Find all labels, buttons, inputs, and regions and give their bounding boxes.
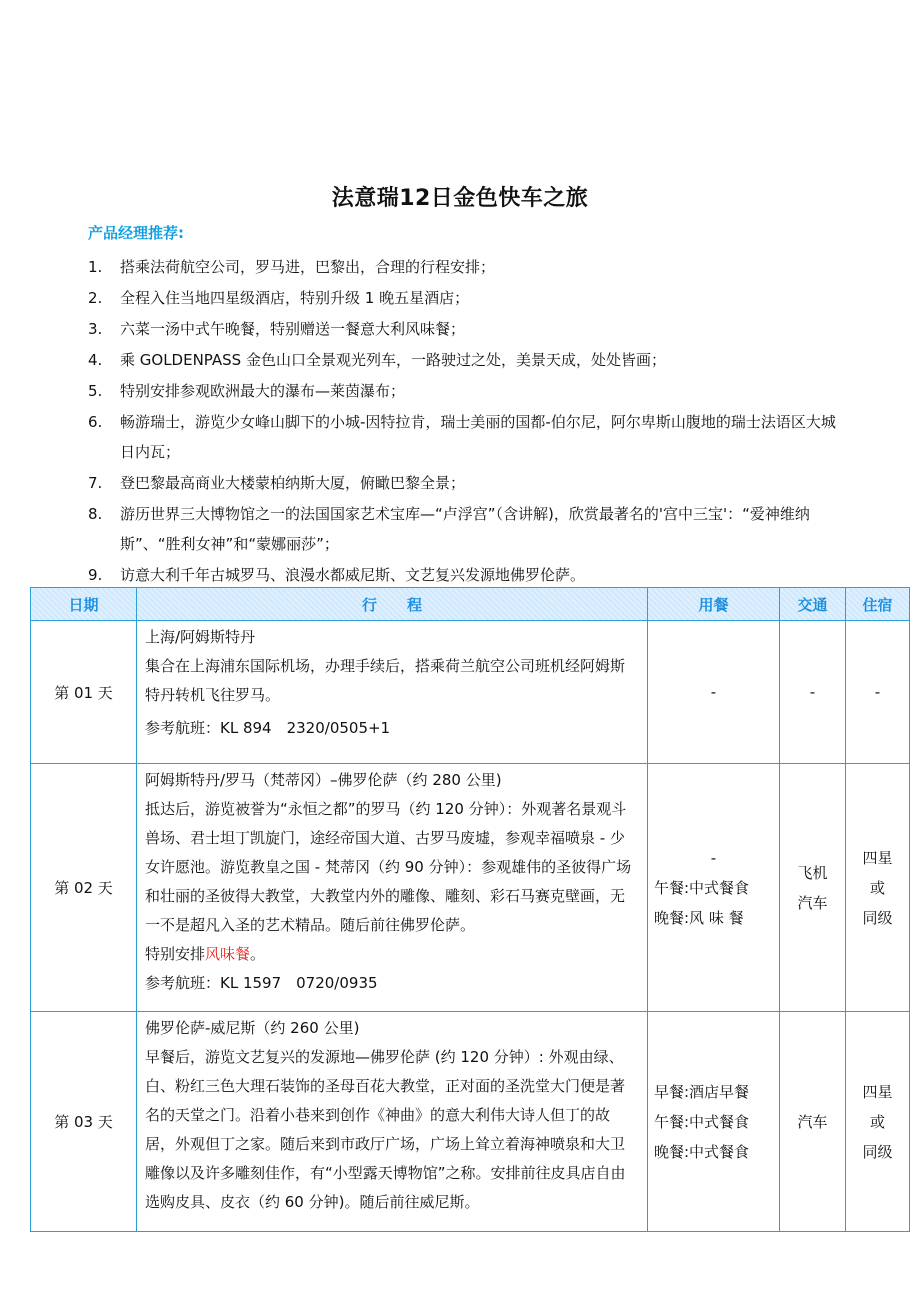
table-header-row bbox=[31, 588, 910, 621]
special-prefix: 特别安排 bbox=[145, 945, 206, 963]
day-cell: 第 02 天 bbox=[31, 764, 137, 1012]
hotel-line: 四星 bbox=[862, 1082, 893, 1101]
list-text: 乘 GOLDENPASS 金色山口全景观光列车，一路驶过之处，美景天成，处处皆画； bbox=[120, 351, 666, 369]
hotel-line: 或 bbox=[869, 1112, 885, 1131]
list-number: 8. bbox=[88, 505, 103, 523]
list-text: 搭乘法荷航空公司，罗马进，巴黎出，合理的行程安排； bbox=[120, 258, 496, 276]
list-item bbox=[88, 283, 848, 313]
list-number: 7. bbox=[88, 474, 103, 492]
meal-line: 晚餐:中式餐食 bbox=[654, 1142, 750, 1161]
list-number: 5. bbox=[88, 382, 103, 400]
list-text: 访意大利千年古城罗马、浪漫水都威尼斯、文艺复兴发源地佛罗伦萨。 bbox=[120, 566, 586, 584]
list-item bbox=[88, 560, 848, 590]
meal-line: 午餐:中式餐食 bbox=[654, 1112, 750, 1131]
list-text: 登巴黎最高商业大楼蒙柏纳斯大厦，俯瞰巴黎全景； bbox=[120, 474, 466, 492]
header-day: 日期 bbox=[31, 588, 137, 621]
header-route: 行 程 bbox=[137, 588, 648, 621]
list-number: 3. bbox=[88, 320, 103, 338]
header-transport: 交通 bbox=[780, 588, 846, 621]
list-item bbox=[88, 499, 848, 559]
day-cell: 第 03 天 bbox=[31, 1012, 137, 1232]
route-cell bbox=[137, 764, 648, 1012]
table-row bbox=[31, 621, 910, 764]
hotel-cell: - bbox=[846, 621, 910, 764]
list-item bbox=[88, 314, 848, 344]
transport-line: 汽车 bbox=[797, 893, 828, 912]
hotel-line: 或 bbox=[869, 878, 885, 897]
page-title: 法意瑞12日金色快车之旅 bbox=[331, 186, 589, 211]
route-cell bbox=[137, 1012, 648, 1232]
list-number: 4. bbox=[88, 351, 103, 369]
route-title: 上海/阿姆斯特丹 bbox=[145, 628, 256, 646]
flight-info: 参考航班：KL 1597 0720/0935 bbox=[145, 974, 378, 992]
transport-cell bbox=[780, 764, 846, 1012]
list-text: 六菜一汤中式午晚餐，特别赠送一餐意大利风味餐； bbox=[120, 320, 466, 338]
list-number: 9. bbox=[88, 566, 103, 584]
meal-line: - bbox=[710, 848, 717, 867]
hotel-cell bbox=[846, 1012, 910, 1232]
meal-cell bbox=[648, 1012, 780, 1232]
list-text: 游历世界三大博物馆之一的法国国家艺术宝库—“卢浮宫”（含讲解)，欣赏最著名的'宫中三宝'：“爱神维纳斯”、“胜利女神”和“蒙娜丽莎”； bbox=[120, 505, 810, 553]
meal-line: 早餐:酒店早餐 bbox=[654, 1082, 750, 1101]
list-number: 1. bbox=[88, 258, 103, 276]
meal-cell: - bbox=[648, 621, 780, 764]
list-item bbox=[88, 468, 848, 498]
table-row bbox=[31, 764, 910, 1012]
recommend-list bbox=[88, 252, 848, 591]
transport-line: 飞机 bbox=[797, 863, 828, 882]
list-text: 特别安排参观欧洲最大的瀑布—莱茵瀑布； bbox=[120, 382, 406, 400]
route-description: 早餐后，游览文艺复兴的发源地—佛罗伦萨 (约 120 分钟）: 外观由绿、白、粉红三色大理石装饰的圣母百花大教堂，正对面的圣洗堂大门便是著名的天堂之门。沿着小巷来到创作《神曲》的意大利伟大诗人但丁的故居，外观但丁之家。随后来到市政厅广场，广场上耸立着海神喷泉和大卫雕像以及许多雕刻佳作，有“小型露天博物馆”之称。安排前往皮具店自由选购皮具、皮衣（约 60 分钟)。随后前往威尼斯。 bbox=[145, 1048, 626, 1211]
itinerary-table bbox=[30, 587, 910, 1232]
route-title: 佛罗伦萨-威尼斯（约 260 公里) bbox=[145, 1019, 360, 1037]
day-cell: 第 01 天 bbox=[31, 621, 137, 764]
special-suffix: 。 bbox=[250, 945, 266, 963]
header-meal: 用餐 bbox=[648, 588, 780, 621]
transport-cell: - bbox=[780, 621, 846, 764]
header-hotel: 住宿 bbox=[846, 588, 910, 621]
hotel-line: 同级 bbox=[862, 1142, 893, 1161]
table-row bbox=[31, 1012, 910, 1232]
route-cell bbox=[137, 621, 648, 764]
list-item bbox=[88, 407, 848, 467]
route-title: 阿姆斯特丹/罗马（梵蒂冈）–佛罗伦萨（约 280 公里) bbox=[145, 771, 502, 789]
hotel-cell bbox=[846, 764, 910, 1012]
meal-cell bbox=[648, 764, 780, 1012]
hotel-line: 四星 bbox=[862, 848, 893, 867]
hotel-line: 同级 bbox=[862, 908, 893, 927]
meal-line: 晚餐:风 味 餐 bbox=[654, 908, 744, 927]
list-text: 畅游瑞士，游览少女峰山脚下的小城-因特拉肯，瑞士美丽的国都-伯尔尼，阿尔卑斯山腹地的瑞士法语区大城日内瓦； bbox=[120, 413, 836, 461]
meal-line: 午餐:中式餐食 bbox=[654, 878, 750, 897]
list-item bbox=[88, 376, 848, 406]
special-highlight: 风味餐 bbox=[205, 945, 251, 963]
route-description: 抵达后，游览被誉为“永恒之都”的罗马（约 120 分钟）：外观著名景观斗兽场、君士坦丁凯旋门，途经帝国大道、古罗马废墟，参观幸福喷泉 - 少女许愿池。游览教皇之国 - 梵蒂冈（约 90 分钟）：参观雄伟的圣彼得广场和壮丽的圣彼得大教堂，大教堂内外的雕像、雕刻、彩石马赛克壁画，无一不是超凡入圣的艺术精品。随后前往佛罗伦萨。 bbox=[145, 800, 632, 934]
transport-cell: 汽车 bbox=[780, 1012, 846, 1232]
recommend-heading: 产品经理推荐: bbox=[88, 224, 184, 242]
list-number: 2. bbox=[88, 289, 103, 307]
list-text: 全程入住当地四星级酒店，特别升级 1 晚五星酒店； bbox=[120, 289, 470, 307]
list-item bbox=[88, 345, 848, 375]
route-description: 集合在上海浦东国际机场，办理手续后，搭乘荷兰航空公司班机经阿姆斯特丹转机飞往罗马。 bbox=[145, 657, 626, 704]
list-item bbox=[88, 252, 848, 282]
flight-info: 参考航班：KL 894 2320/0505+1 bbox=[145, 719, 391, 737]
list-number: 6. bbox=[88, 413, 103, 431]
